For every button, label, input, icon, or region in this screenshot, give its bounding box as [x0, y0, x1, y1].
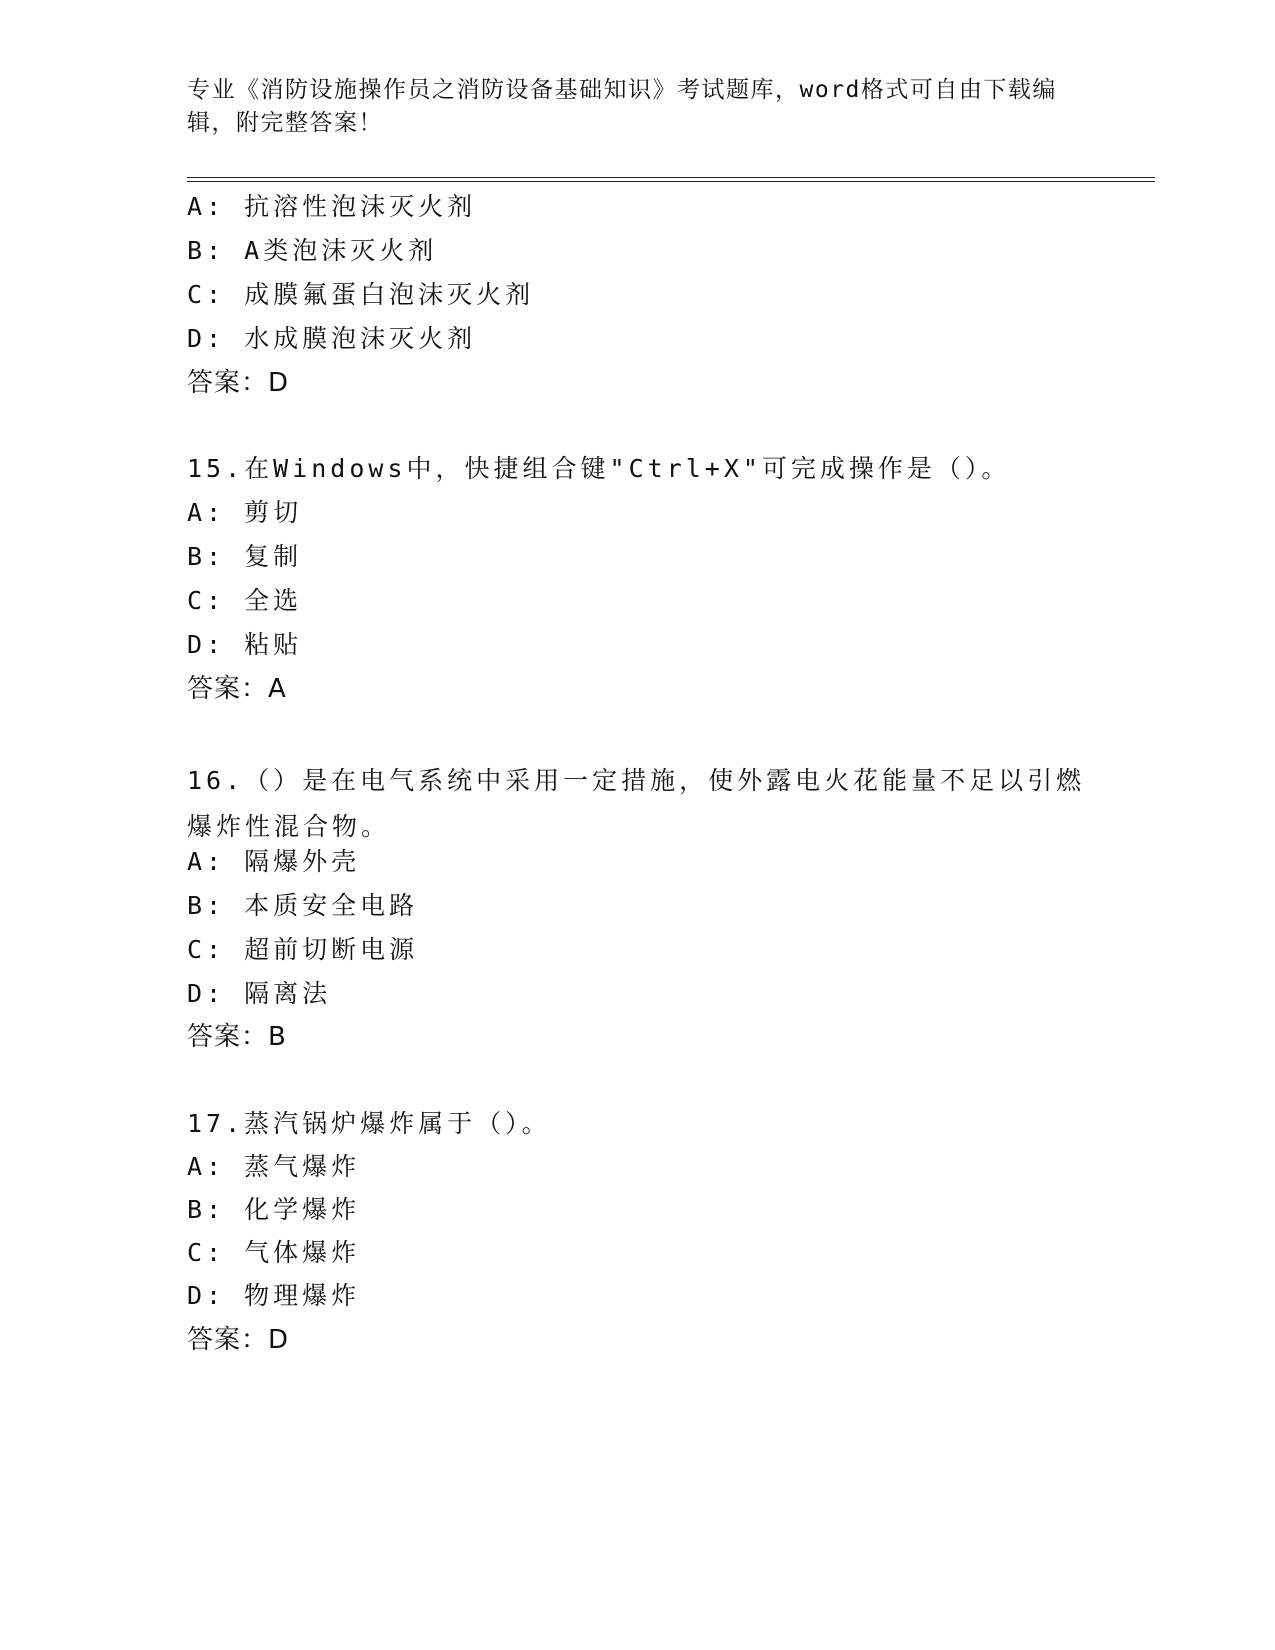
q17-stem: 17.蒸汽锅炉爆炸属于（）。 — [187, 1109, 551, 1138]
q15-option-a: A: 剪切 — [187, 498, 303, 527]
q17-option-a: A: 蒸气爆炸 — [187, 1152, 361, 1181]
q16-answer: 答案：B — [187, 1022, 287, 1052]
q14-option-a: A: 抗溶性泡沫灭火剂 — [187, 192, 477, 221]
q14-option-d: D: 水成膜泡沫灭火剂 — [187, 324, 477, 353]
q16-option-d: D: 隔离法 — [187, 979, 332, 1008]
q15-stem: 15.在Windows中，快捷组合键"Ctrl+X"可完成操作是（）。 — [187, 454, 1011, 483]
q15-option-d: D: 粘贴 — [187, 630, 303, 659]
header-divider-bottom — [187, 181, 1155, 182]
q14-option-c: C: 成膜氟蛋白泡沫灭火剂 — [187, 280, 535, 309]
q14-answer: 答案：D — [187, 368, 290, 398]
q17-answer: 答案：D — [187, 1325, 290, 1355]
document-header: 专业《消防设施操作员之消防设备基础知识》考试题库，word格式可自由下载编辑，附完整答案！ — [187, 77, 1057, 136]
q17-option-c: C: 气体爆炸 — [187, 1238, 361, 1267]
q14-option-b: B: A类泡沫灭火剂 — [187, 236, 438, 265]
q16-option-b: B: 本质安全电路 — [187, 891, 419, 920]
q15-option-b: B: 复制 — [187, 542, 303, 571]
header-divider-top — [187, 177, 1155, 178]
q16-option-a: A: 隔爆外壳 — [187, 847, 361, 876]
q16-option-c: C: 超前切断电源 — [187, 935, 419, 964]
q17-option-b: B: 化学爆炸 — [187, 1195, 361, 1224]
q17-option-d: D: 物理爆炸 — [187, 1281, 361, 1310]
q16-stem: 16.（）是在电气系统中采用一定措施，使外露电火花能量不足以引燃爆炸性混合物。 — [187, 766, 1086, 841]
q15-answer: 答案：A — [187, 674, 287, 704]
q15-option-c: C: 全选 — [187, 586, 303, 615]
